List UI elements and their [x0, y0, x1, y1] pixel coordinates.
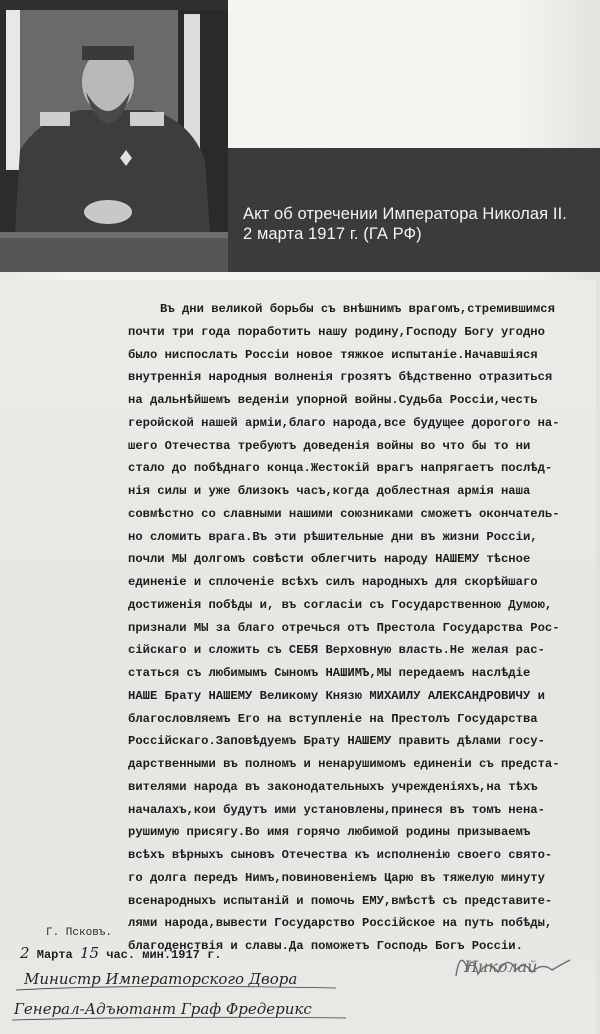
text-line: дарственными въ полномъ и ненарушимомъ единеніи съ предста-: [128, 757, 560, 771]
caption-line-1: Акт об отречении Императора Николая II.: [243, 205, 567, 223]
text-line: почти три года поработить нашу родину,Господу Богу угодно: [128, 324, 545, 339]
text-line: всѣхъ вѣрныхъ сыновъ Отечества къ исполненію своего свято-: [128, 848, 553, 862]
text-line: рушимую присягу.Во имя горячо любимой родины призываемъ: [128, 825, 531, 840]
place-of-signing: Г. Псковъ.: [46, 927, 113, 939]
countersign-line-2: Генерал-Адъютант Граф Фредерикс: [14, 1000, 312, 1018]
text-line: благословляемъ Его на вступленіе на Престолъ Государства: [128, 711, 538, 726]
text-line: [128, 799, 578, 822]
date-day-handwritten: 2: [20, 944, 30, 962]
signature-text: Николай: [464, 957, 538, 976]
text-line: НАШЕ Брату НАШЕМУ Великому Князю МИХАИЛУ АЛЕКСАНДРОВИЧУ и: [128, 688, 545, 703]
emperor-photo: [0, 0, 228, 272]
date-hour-handwritten: 15: [79, 944, 100, 962]
emperor-signature: [438, 940, 578, 990]
text-line: сійскаго и сложить съ СЕБЯ Верховную власть.Не желая рас-: [128, 643, 545, 658]
countersign-line-1: Министр Императорского Двора: [24, 970, 298, 988]
text-line: шего Отечества требуютъ доведенія войны во что бы то ни: [128, 438, 531, 453]
text-line: Въ дни великой борьбы съ внѣшнимъ врагомъ,стремившимся: [160, 302, 555, 316]
text-line: го долга передъ Нимъ,повиновеніемъ Царю въ тяжелую минуту: [128, 870, 545, 885]
countersignature-fredericks: [6, 962, 366, 1032]
text-line: статься съ любимымъ Сыномъ НАШИМЪ,МЫ передаемъ наслѣдіе: [128, 666, 531, 680]
text-line: благоденствія и славы.Да поможетъ Господь Богъ Россіи.: [128, 939, 523, 953]
text-line: Россійскаго.Заповѣдуемъ Брату НАШЕМУ править дѣлами госу-: [128, 734, 545, 749]
text-line-part: началахъ,кои будутъ ими установлены,принеся въ томъ нена-: [128, 802, 545, 817]
text-line: лями народа,вывести Государство Россійское на путь побѣды,: [128, 916, 553, 931]
text-line: нія силы и уже близокъ часъ,когда доблестная армія наша: [128, 484, 531, 498]
date-month: Марта: [36, 948, 73, 962]
photo-caption: [243, 204, 593, 244]
text-line: на дальнѣйшемъ веденіи упорной войны.Судьба Россіи,честь: [128, 393, 538, 407]
text-line: внутреннія народныя волненія грозятъ бѣдственно отразиться: [128, 370, 553, 385]
caption-line-2: 2 марта 1917 г. (ГА РФ): [243, 225, 422, 243]
text-line: достиженія побѣды и, въ согласіи съ Государственною Думою,: [128, 597, 553, 612]
text-line: было ниспослать Россіи новое тяжкое испытаніе.Начавшіяся: [128, 347, 538, 362]
text-line: единеніе и сплоченіе всѣхъ силъ народныхъ для скорѣйшаго: [128, 575, 538, 589]
text-line: стало до побѣднаго конца.Жестокій врагъ напрягаетъ послѣд-: [128, 461, 553, 476]
date-time-year: час. мин.1917 г.: [106, 948, 222, 962]
text-line: геройской нашей арміи,благо народа,все будущее дорогого на-: [128, 415, 560, 430]
emperor-photo-illustration: [0, 0, 228, 272]
text-line: но сломить врага.Въ эти рѣшительные дни въ жизни Россіи,: [128, 529, 538, 544]
text-line: признали МЫ за благо отречься отъ Престола Государства Рос-: [128, 620, 560, 635]
abdication-text: [128, 298, 578, 958]
text-line: всенародныхъ испытаній и помочь ЕМУ,вмѣстѣ съ представите-: [128, 893, 553, 908]
text-line: совмѣстно со славными нашими союзниками сможетъ окончатель-: [128, 506, 560, 521]
countersignature-text: [13, 970, 312, 1018]
text-line: почли МЫ долгомъ совѣсти облегчить народу НАШЕМУ тѣсное: [128, 552, 531, 567]
text-line: вителями народа въ законодательныхъ учрежденіяхъ,на тѣхъ: [128, 779, 538, 794]
date-line: [20, 944, 221, 962]
